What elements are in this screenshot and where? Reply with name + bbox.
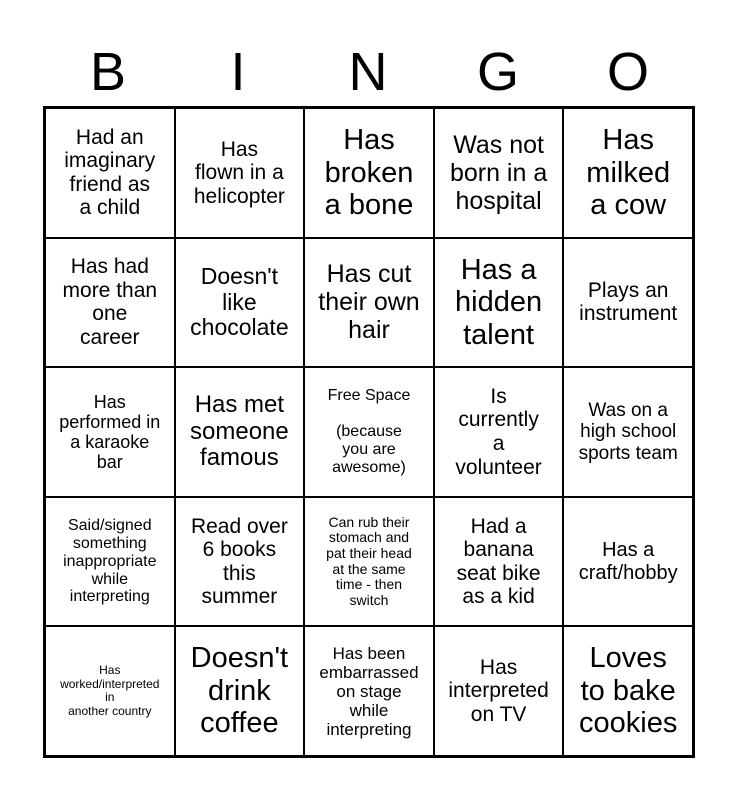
bingo-cell-text: Free Space (because you are awesome) — [327, 387, 411, 476]
bingo-cell-text: Has flown in a helicopter — [193, 137, 285, 208]
bingo-cell[interactable] — [175, 238, 305, 368]
free-space-cell[interactable] — [304, 367, 434, 497]
header-letter-b: B — [89, 42, 127, 102]
bingo-cell[interactable] — [563, 497, 693, 627]
bingo-cell[interactable] — [304, 497, 434, 627]
bingo-cell-text: Plays an instrument — [579, 278, 678, 326]
bingo-cell-text: Read over 6 books this summer — [190, 514, 288, 609]
bingo-cell[interactable] — [434, 238, 564, 368]
bingo-cell-text: Has cut their own hair — [318, 260, 420, 345]
bingo-cell-text: Is currently a volunteer — [455, 384, 542, 479]
bingo-cell[interactable] — [45, 626, 175, 756]
bingo-cell[interactable] — [563, 108, 693, 238]
bingo-cell[interactable] — [563, 367, 693, 497]
bingo-cell-text: Had a banana seat bike as a kid — [456, 514, 541, 609]
bingo-cell-text: Was not born in a hospital — [449, 130, 548, 215]
bingo-cell-text: Said/signed something inappropriate while interpreting — [63, 516, 157, 606]
header-letter-o: O — [606, 42, 649, 102]
bingo-cell[interactable] — [175, 626, 305, 756]
bingo-cell[interactable] — [175, 367, 305, 497]
bingo-cell[interactable] — [175, 108, 305, 238]
bingo-cell-text: Has worked/interpreted in another country — [60, 663, 160, 718]
bingo-cell[interactable] — [304, 238, 434, 368]
bingo-cell-text: Loves to bake cookies — [579, 642, 678, 740]
bingo-cell[interactable] — [434, 108, 564, 238]
bingo-cell[interactable] — [563, 626, 693, 756]
bingo-cell[interactable] — [45, 367, 175, 497]
header-letter-n: N — [348, 42, 388, 102]
bingo-cell[interactable] — [45, 108, 175, 238]
bingo-cell[interactable] — [304, 626, 434, 756]
bingo-cell[interactable] — [304, 108, 434, 238]
bingo-cell-text: Has milked a cow — [586, 124, 671, 222]
bingo-cell-text: Doesn't like chocolate — [190, 262, 289, 341]
bingo-cell[interactable] — [434, 626, 564, 756]
bingo-cell[interactable] — [45, 497, 175, 627]
bingo-cell-text: Has broken a bone — [324, 124, 414, 222]
bingo-cell-text: Has a hidden talent — [455, 253, 543, 351]
bingo-cell-text: Was on a high school sports team — [578, 400, 678, 464]
bingo-cell-text: Has a craft/hobby — [578, 539, 678, 584]
bingo-cell-text: Doesn't drink coffee — [190, 642, 289, 740]
bingo-cell-text: Has met someone famous — [190, 390, 289, 472]
bingo-cell[interactable] — [434, 497, 564, 627]
bingo-grid — [43, 106, 695, 758]
header-letter-g: G — [476, 42, 519, 102]
bingo-cell[interactable] — [45, 238, 175, 368]
bingo-cell[interactable] — [175, 497, 305, 627]
bingo-cell[interactable] — [563, 238, 693, 368]
bingo-header — [43, 40, 695, 104]
bingo-cell-text: Can rub their stomach and pat their head at the same time - then switch — [326, 513, 412, 608]
bingo-cell[interactable] — [434, 367, 564, 497]
bingo-cell-text: Has had more than one career — [62, 255, 158, 349]
bingo-cell-text: Had an imaginary friend as a child — [64, 125, 156, 220]
bingo-cell-text: Has interpreted on TV — [448, 655, 549, 726]
header-letter-i: I — [230, 42, 246, 102]
bingo-cell-text: Has been embarrassed on stage while interpreting — [319, 643, 419, 739]
bingo-cell-text: Has performed in a karaoke bar — [59, 391, 161, 473]
